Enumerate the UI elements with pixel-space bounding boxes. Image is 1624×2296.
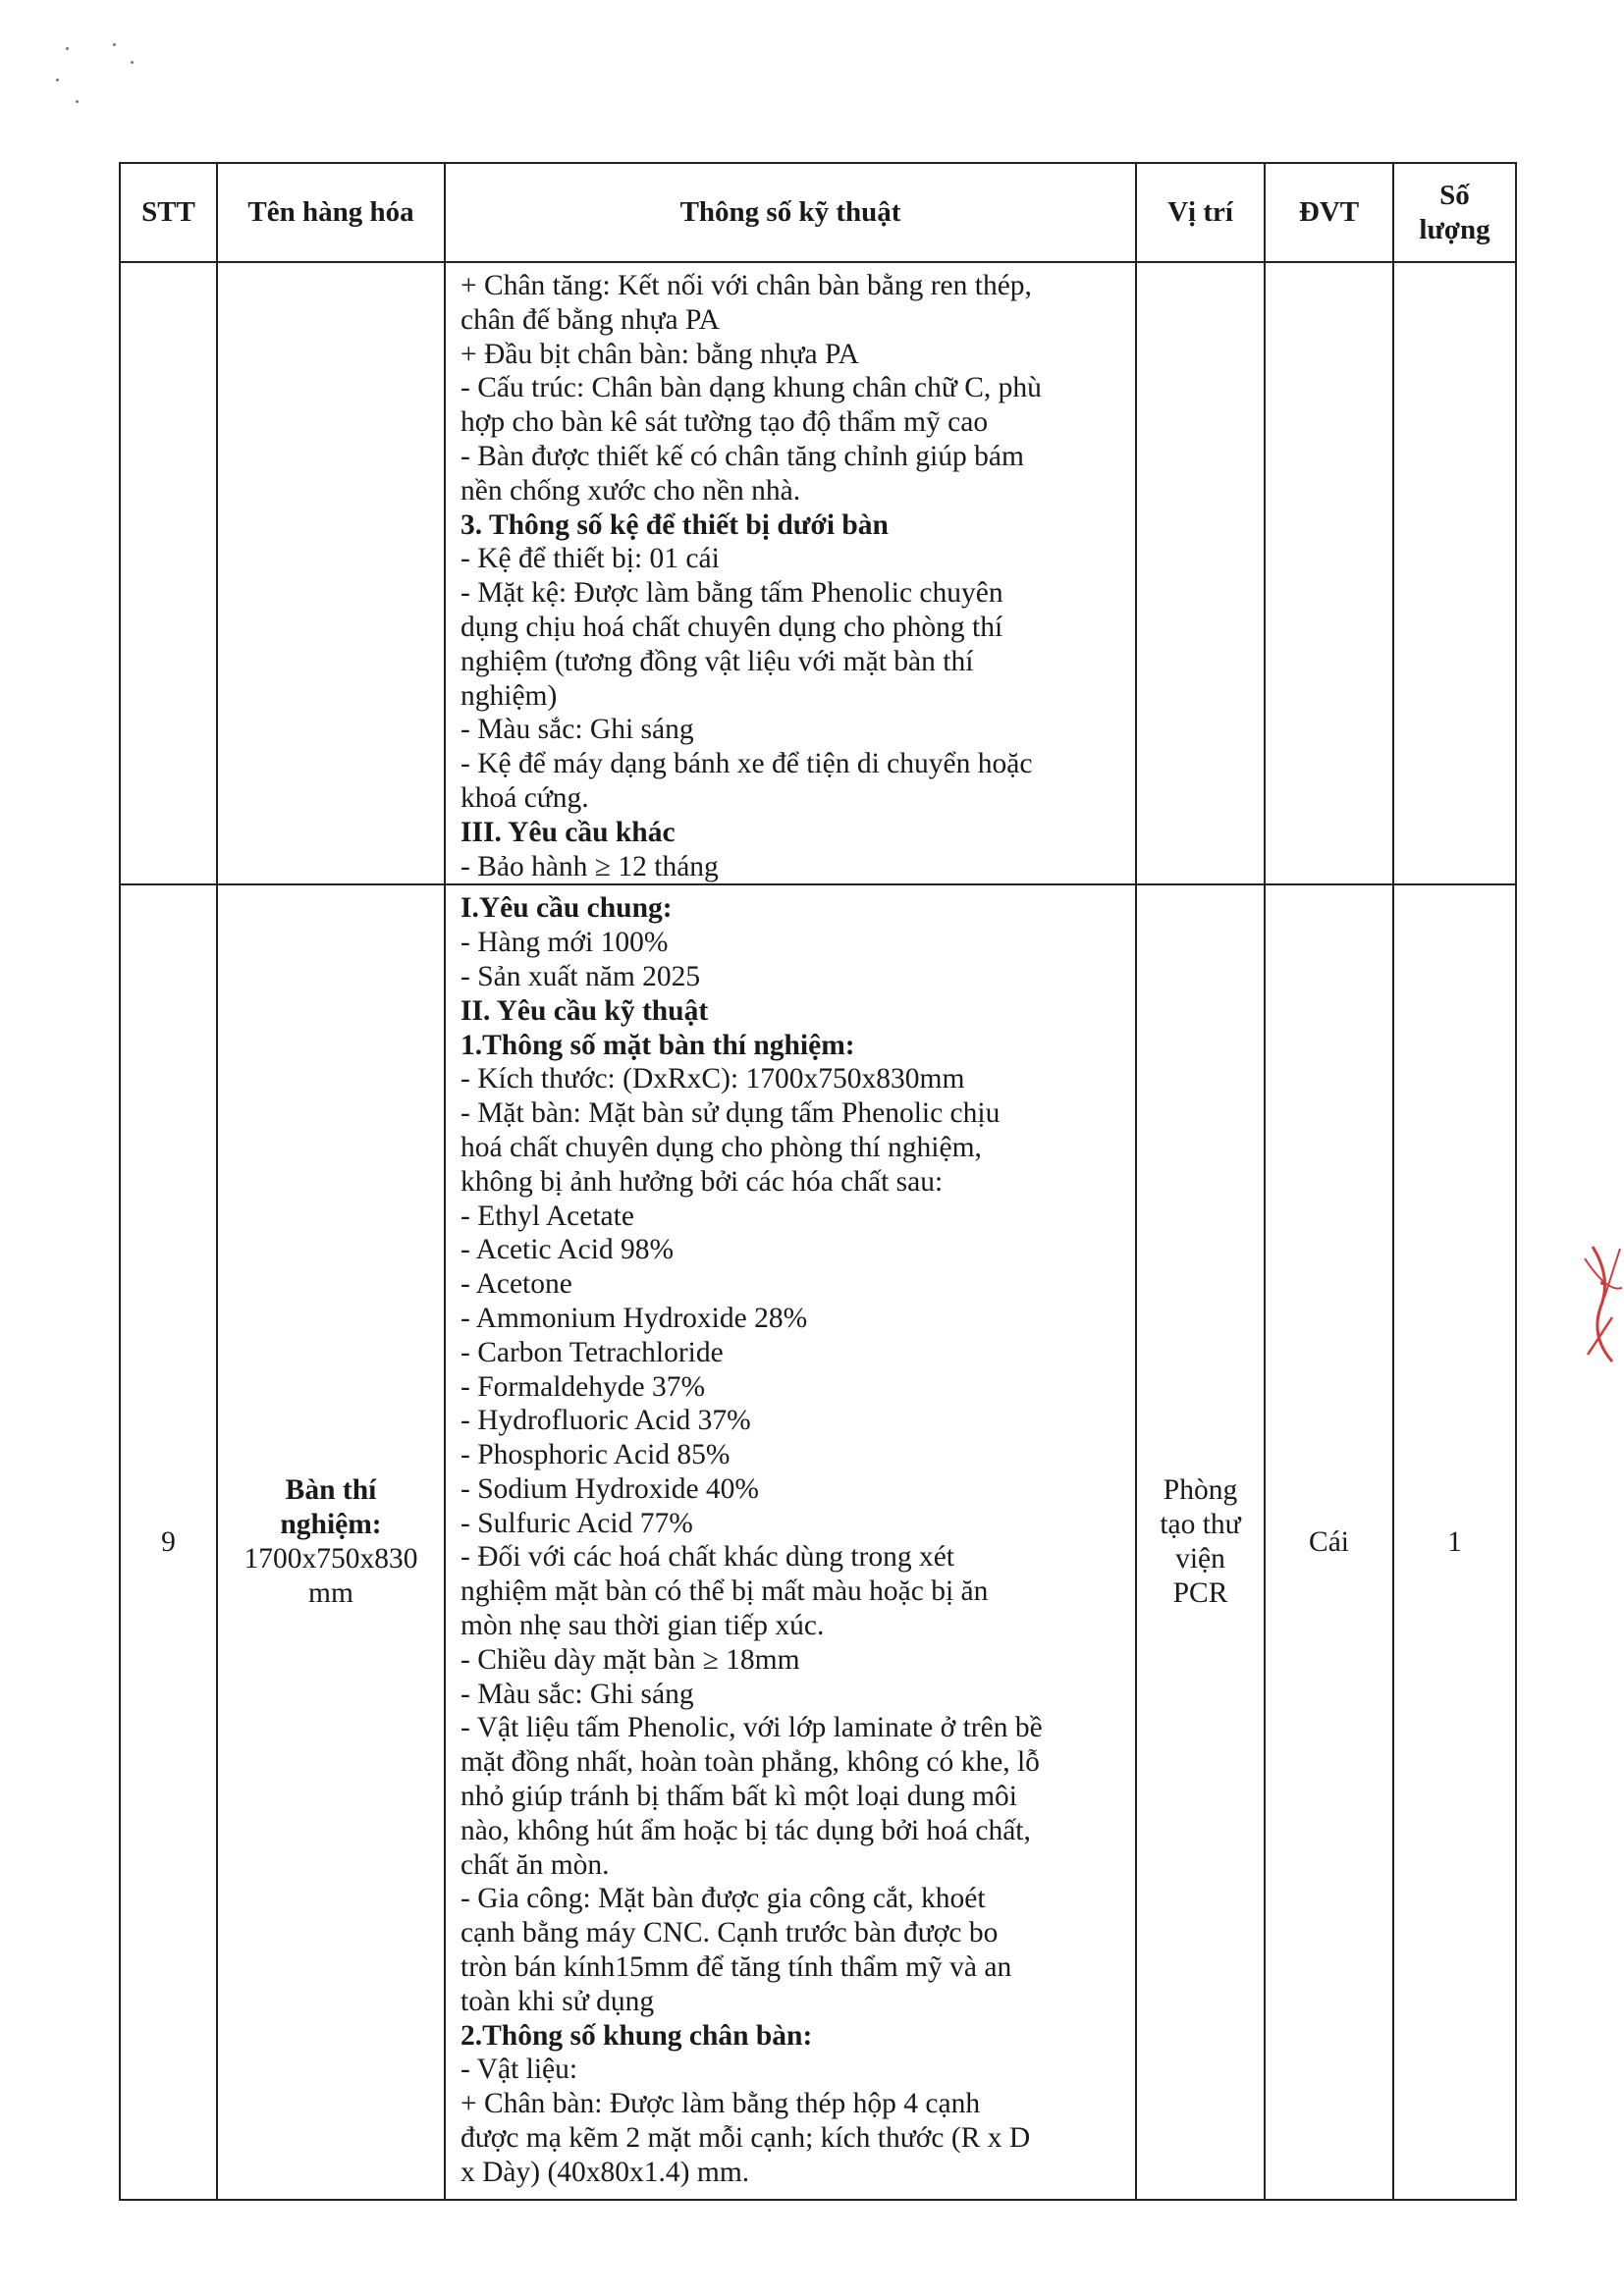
item-line: được mạ kẽm 2 mặt mỗi cạnh; kích thước (R x D <box>460 2122 1031 2155</box>
cont-spec-cell <box>445 262 1136 884</box>
item-line: tròn bán kính15mm để tăng tính thẩm mỹ và an <box>460 1951 1012 1984</box>
item-line: nhỏ giúp tránh bị thấm bất kì một loại dung môi <box>460 1781 1017 1813</box>
continuation-line: nền chống xước cho nền nhà. <box>460 474 801 507</box>
scan-specks <box>54 39 172 118</box>
continuation-line: 3. Thông số kệ để thiết bị dưới bàn <box>460 508 889 541</box>
header-spec: Thông số kỹ thuật <box>445 163 1136 262</box>
item-line: chất ăn mòn. <box>460 1848 610 1881</box>
continuation-line: - Kệ để thiết bị: 01 cái <box>460 543 720 575</box>
item-line: - Hydrofluoric Acid 37% <box>460 1405 751 1437</box>
continuation-line: khoá cứng. <box>460 781 589 814</box>
item-unit: Cái <box>1265 884 1393 2200</box>
item-line: x Dày) (40x80x1.4) mm. <box>460 2156 750 2188</box>
item-location-line3: viện <box>1175 1543 1225 1575</box>
header-stt: STT <box>120 163 217 262</box>
item-line: - Vật liệu tấm Phenolic, với lớp laminate ở trên bề <box>460 1712 1043 1744</box>
continuation-line: nghiệm (tương đồng vật liệu với mặt bàn thí <box>460 645 974 677</box>
item-line: - Ammonium Hydroxide 28% <box>460 1302 808 1334</box>
item-line: nào, không hút ẩm hoặc bị tác dụng bởi hoá chất, <box>460 1814 1031 1846</box>
item-line: - Phosphoric Acid 85% <box>460 1439 731 1471</box>
table-header-row <box>120 163 1516 262</box>
item-line: - Mặt bàn: Mặt bàn sử dụng tấm Phenolic chịu <box>460 1097 1001 1130</box>
header-name: Tên hàng hóa <box>217 163 445 262</box>
item-line: - Vật liệu: <box>460 2054 578 2086</box>
item-line: toàn khi sử dụng <box>460 1985 655 2017</box>
item-line: 2.Thông số khung chân bàn: <box>460 2019 813 2052</box>
item-stt: 9 <box>120 884 217 2200</box>
item-line: - Gia công: Mặt bàn được gia công cắt, khoét <box>460 1883 986 1915</box>
item-line: mặt đồng nhất, hoàn toàn phẳng, không có khe, lỗ <box>460 1746 1040 1779</box>
item-line: - Formaldehyde 37% <box>460 1370 706 1403</box>
item-line: - Ethyl Acetate <box>460 1200 634 1232</box>
item-row <box>120 884 1516 2200</box>
item-name-line3: 1700x750x830 <box>244 1543 418 1575</box>
item-line: - Sulfuric Acid 77% <box>460 1507 693 1539</box>
item-location-line1: Phòng <box>1163 1474 1238 1507</box>
cont-stt-cell <box>120 262 217 884</box>
continuation-line: hợp cho bàn kê sát tường tạo độ thẩm mỹ cao <box>460 406 989 439</box>
header-qty <box>1393 163 1516 262</box>
item-line: cạnh bằng máy CNC. Cạnh trước bàn được bo <box>460 1917 999 1949</box>
item-line: - Hàng mới 100% <box>460 927 669 959</box>
continuation-line: - Bàn được thiết kế có chân tăng chỉnh giúp bám <box>460 440 1024 472</box>
spec-table <box>119 162 1517 2201</box>
item-qty: 1 <box>1393 884 1516 2200</box>
continuation-line: dụng chịu hoá chất chuyên dụng cho phòng thí <box>460 611 1003 643</box>
item-name-line2: nghiệm: <box>280 1509 382 1541</box>
item-line: - Acetic Acid 98% <box>460 1234 675 1266</box>
red-stamp-fragment <box>1583 1239 1624 1366</box>
continuation-line: nghiệm) <box>460 679 558 712</box>
item-spec-cell <box>445 884 1136 2200</box>
cont-qty-cell <box>1393 262 1516 884</box>
continuation-line: chân đế bằng nhựa PA <box>460 303 720 336</box>
header-location: Vị trí <box>1136 163 1265 262</box>
item-name-line1: Bàn thí <box>285 1474 377 1507</box>
header-qty-line1: Số <box>1439 179 1470 211</box>
item-line: - Sản xuất năm 2025 <box>460 960 701 992</box>
item-line: + Chân bàn: Được làm bằng thép hộp 4 cạnh <box>460 2088 981 2120</box>
cont-location-cell <box>1136 262 1265 884</box>
item-line: không bị ảnh hưởng bởi các hóa chất sau: <box>460 1165 944 1198</box>
continuation-line: + Đầu bịt chân bàn: bằng nhựa PA <box>460 338 859 370</box>
item-line: nghiệm mặt bàn có thể bị mất màu hoặc bị ăn <box>460 1575 989 1608</box>
continuation-line: - Bảo hành ≥ 12 tháng <box>460 850 719 882</box>
item-location-line4: PCR <box>1172 1577 1228 1610</box>
item-name-line4: mm <box>308 1577 353 1610</box>
header-qty-line2: lượng <box>1419 213 1490 245</box>
item-line: - Đối với các hoá chất khác dùng trong xét <box>460 1541 954 1574</box>
continuation-line: - Kệ để máy dạng bánh xe để tiện di chuyển hoặc <box>460 748 1033 780</box>
item-line: hoá chất chuyên dụng cho phòng thí nghiệm, <box>460 1131 982 1163</box>
item-name <box>217 884 445 2200</box>
item-line: - Acetone <box>460 1268 572 1301</box>
continuation-line: + Chân tăng: Kết nối với chân bàn bằng ren thép, <box>460 270 1032 301</box>
item-line: - Chiều dày mặt bàn ≥ 18mm <box>460 1643 800 1676</box>
continuation-line: - Mặt kệ: Được làm bằng tấm Phenolic chuyên <box>460 577 1003 610</box>
continuation-line: - Cấu trúc: Chân bàn dạng khung chân chữ C, phù <box>460 372 1042 404</box>
item-line: I.Yêu cầu chung: <box>460 892 673 925</box>
item-line: II. Yêu cầu kỹ thuật <box>460 994 709 1027</box>
continuation-row <box>120 262 1516 884</box>
item-line: mòn nhẹ sau thời gian tiếp xúc. <box>460 1610 825 1642</box>
cont-unit-cell <box>1265 262 1393 884</box>
item-line: - Màu sắc: Ghi sáng <box>460 1678 694 1710</box>
item-line: - Sodium Hydroxide 40% <box>460 1472 759 1505</box>
item-location-line2: tạo thư <box>1160 1509 1241 1541</box>
header-unit: ĐVT <box>1265 163 1393 262</box>
continuation-line: - Màu sắc: Ghi sáng <box>460 714 694 746</box>
continuation-line: III. Yêu cầu khác <box>460 816 676 848</box>
item-line: - Carbon Tetrachloride <box>460 1336 724 1368</box>
item-location <box>1136 884 1265 2200</box>
cont-name-cell <box>217 262 445 884</box>
item-line: - Kích thước: (DxRxC): 1700x750x830mm <box>460 1063 965 1095</box>
item-line: 1.Thông số mặt bàn thí nghiệm: <box>460 1029 855 1061</box>
